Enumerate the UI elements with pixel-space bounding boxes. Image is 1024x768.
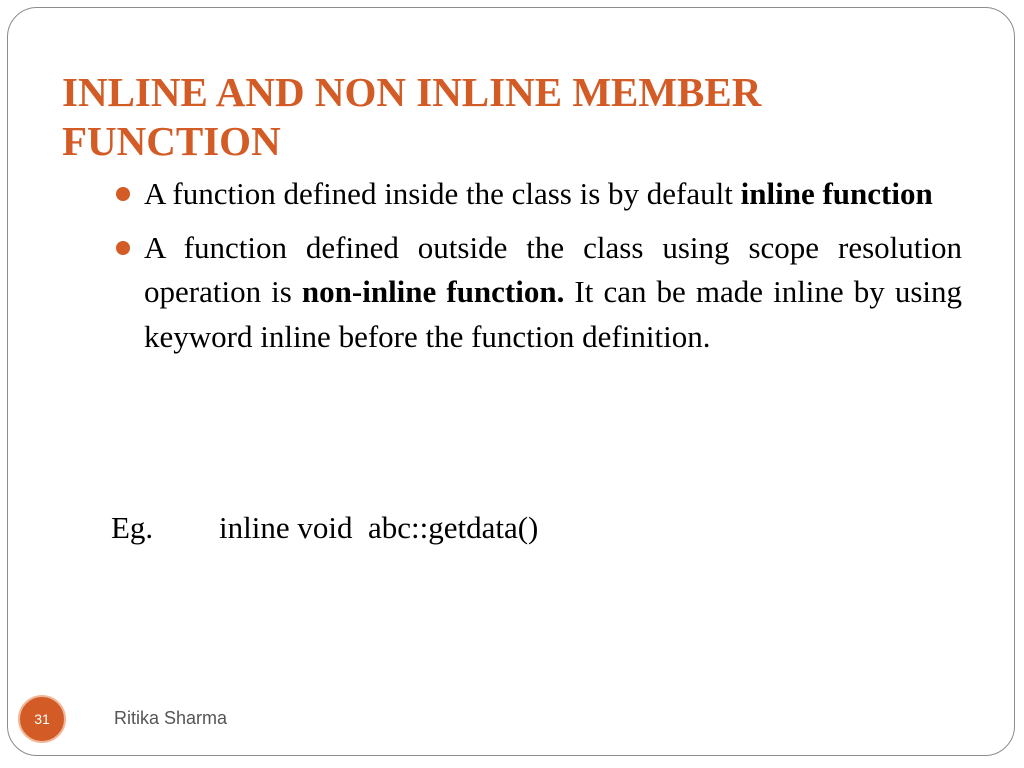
bullet-text-before: A function defined outside the class using scope resolution operation is [144,229,962,309]
example-label: Eg. [111,510,154,545]
bullet-list [144,172,962,368]
bullet-dot-icon [116,241,130,255]
bullet-text-bold: non-inline function. [301,274,565,309]
bullet-dot-icon [116,187,130,201]
bullet-text-before: A function defined inside the class is by default [144,176,741,211]
page-number-badge: 31 [18,695,66,743]
example-code: inline void abc::getdata() [219,510,539,545]
author-name: Ritika Sharma [114,708,228,728]
bullet-item-inline [144,172,962,217]
bullet-text-bold: inline function [740,176,933,211]
slide-title: INLINE AND NON INLINE MEMBER FUNCTION [62,69,762,164]
bullet-text-after: It can be made inline by using keyword inline before the function definition. [144,274,963,354]
bullet-item-non-inline [144,226,962,360]
